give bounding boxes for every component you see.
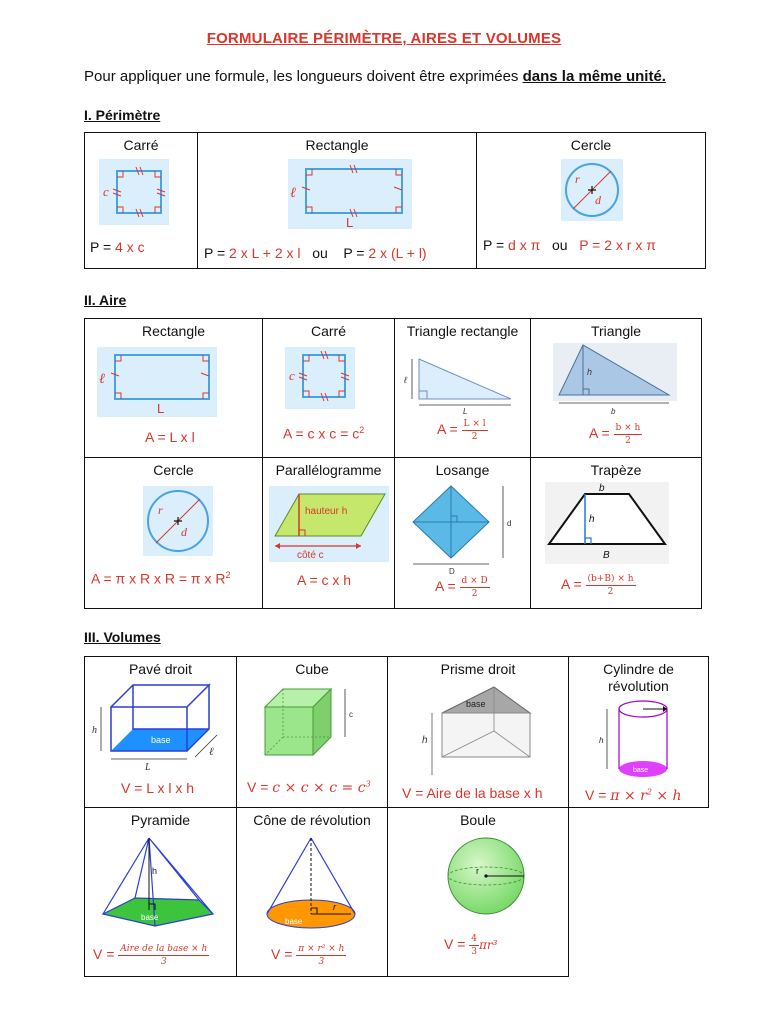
- aire-trapeze-formula: [561, 574, 636, 597]
- fraction-numerator: L × l: [463, 419, 486, 429]
- volume-pyramide-formula: [93, 944, 209, 967]
- formula-value: 2 x L + 2 x l: [229, 245, 301, 261]
- aire-rectangle-cell: [85, 319, 262, 457]
- aire-parallelogramme-label: Parallélogramme: [275, 462, 382, 478]
- sphere-radius-label: r: [476, 866, 479, 876]
- volume-cone-cell: [237, 808, 387, 976]
- fraction-numerator: b × h: [615, 423, 641, 433]
- parallelogram-side-label: côté c: [297, 550, 324, 561]
- volume-pyramide-label: Pyramide: [130, 812, 191, 828]
- fraction-denominator: 2: [471, 432, 478, 442]
- formula-value: π × r: [610, 788, 647, 804]
- section-perimetre-heading: I. Périmètre: [84, 107, 161, 123]
- intro-emphasis: dans la même unité.: [522, 68, 666, 85]
- right-triangle-figure: [403, 353, 521, 415]
- aire-triangle-rectangle-formula: [437, 419, 488, 442]
- rect-width-label: ℓ: [290, 186, 296, 201]
- cylinder-figure: [599, 699, 679, 781]
- circle-diameter-label: d: [595, 193, 601, 207]
- volume-boule-label: Boule: [460, 812, 496, 828]
- empty-cell: [569, 808, 709, 977]
- formula-prefix: V =: [444, 936, 470, 953]
- volume-prisme-formula: V = Aire de la base x h: [402, 785, 543, 801]
- formula-exponent: 2: [359, 425, 365, 435]
- triangle-height-label: h: [587, 367, 593, 377]
- fraction-denominator: 3: [160, 957, 167, 967]
- formula-value-2: 2 x (L + l): [368, 245, 427, 261]
- volume-pave-cell: [85, 657, 236, 807]
- formula-prefix: V =: [585, 787, 611, 803]
- formula-prefix: V =: [93, 946, 119, 963]
- prism-base-label: base: [466, 699, 486, 709]
- perimetre-rectangle-formula: [204, 245, 427, 261]
- rect-length-label: L: [346, 215, 354, 230]
- aire-cercle-formula: [91, 570, 230, 587]
- fraction-denominator: 3: [471, 947, 478, 957]
- rect-width-label: ℓ: [99, 372, 105, 387]
- volume-pyramide-cell: [85, 808, 236, 976]
- aire-triangle-rectangle-cell: [395, 319, 530, 457]
- aire-losange-formula: [435, 576, 490, 599]
- volume-boule-formula: [444, 934, 497, 957]
- pyramid-figure: [95, 834, 225, 934]
- fraction-denominator: 2: [607, 587, 614, 597]
- formula-fraction: [118, 944, 209, 967]
- volume-cube-label: Cube: [295, 661, 329, 677]
- volume-pave-formula: V = L x l x h: [121, 780, 195, 796]
- perimetre-carre-formula: [90, 239, 145, 255]
- aire-parallelogramme-formula: A = c x h: [297, 572, 352, 588]
- cuboid-width-label: ℓ: [209, 746, 214, 758]
- volumes-table: [84, 656, 709, 977]
- aire-cercle-label: Cercle: [153, 462, 194, 478]
- square-figure: [285, 347, 355, 409]
- formula-fraction: [469, 934, 479, 957]
- cylinder-base-label: base: [633, 767, 649, 774]
- ou-text: ou: [551, 237, 568, 253]
- formula-value: d x π: [508, 237, 541, 253]
- square-side-label: c: [103, 184, 109, 199]
- rectangle-figure: [288, 159, 412, 229]
- aire-cercle-cell: [85, 458, 262, 608]
- perimetre-carre-label: Carré: [123, 137, 159, 153]
- cube-figure: [263, 687, 363, 757]
- aire-table: [84, 318, 702, 609]
- section-volumes-heading: III. Volumes: [84, 629, 161, 645]
- aire-trapeze-cell: [531, 458, 701, 608]
- triangle-base-label: L: [463, 407, 468, 416]
- perimetre-cercle-label: Cercle: [570, 137, 612, 153]
- aire-carre-label: Carré: [310, 323, 346, 339]
- cone-figure: [251, 834, 371, 934]
- prism-figure: [420, 683, 540, 775]
- triangle-base-label: b: [611, 407, 616, 416]
- aire-losange-label: Losange: [435, 462, 490, 478]
- pyramid-height-label: h: [152, 866, 158, 876]
- prism-height-label: h: [422, 735, 428, 746]
- fraction-numerator: Aire de la base × h: [120, 944, 208, 954]
- fraction-numerator: (b+B) × h: [587, 574, 634, 584]
- trapezoid-large-base-label: B: [603, 550, 610, 561]
- formula-exponent: 2: [225, 570, 231, 580]
- cone-radius-label: r: [333, 902, 336, 912]
- trapezoid-small-base-label: b: [599, 483, 605, 494]
- rectangle-figure: [97, 347, 217, 417]
- formula-tail: × h: [651, 788, 682, 804]
- rect-length-label: L: [157, 401, 165, 416]
- volume-cylindre-cell: [569, 657, 708, 807]
- page-title: FORMULAIRE PÉRIMÈTRE, AIRES ET VOLUMES: [206, 30, 562, 47]
- volume-cone-formula: [271, 944, 346, 967]
- aire-triangle-cell: [531, 319, 701, 457]
- circle-radius-label: r: [158, 503, 163, 517]
- perimetre-rectangle-label: Rectangle: [305, 137, 369, 153]
- formula-text: A = c x c = c: [283, 425, 360, 442]
- cuboid-base-label: base: [151, 735, 171, 745]
- formula-prefix: A =: [435, 578, 460, 595]
- volume-cylindre-formula: [585, 787, 682, 804]
- formula-prefix: A =: [437, 421, 462, 438]
- formula-prefix: P =: [90, 239, 116, 255]
- intro-sentence: Pour appliquer une formule, les longueurs doivent être exprimées: [84, 68, 523, 85]
- formula-exponent: 2: [646, 787, 652, 797]
- fraction-denominator: 2: [625, 436, 631, 446]
- perimetre-rectangle-cell: [198, 133, 476, 268]
- formula-exponent: 3: [365, 779, 371, 789]
- cube-side-label: c: [349, 710, 353, 719]
- formula-fraction: [296, 944, 346, 967]
- fraction-numerator: d × D: [461, 576, 488, 586]
- aire-losange-cell: [395, 458, 530, 608]
- formula-value: c × c × c = c: [272, 780, 366, 796]
- circle-figure: [143, 486, 213, 556]
- circle-radius-label: r: [575, 172, 580, 186]
- aire-triangle-rectangle-label: Triangle rectangle: [406, 323, 519, 339]
- square-figure: [99, 159, 169, 225]
- volume-cube-cell: [237, 657, 387, 807]
- formula-fraction: [462, 419, 488, 442]
- aire-triangle-formula: [589, 423, 642, 446]
- section-aire-heading: II. Aire: [84, 292, 127, 308]
- square-side-label: c: [289, 368, 295, 383]
- rhombus-small-diagonal-label: d: [507, 519, 512, 528]
- perimetre-cercle-formula: [483, 237, 656, 253]
- aire-rectangle-formula: A = L x l: [145, 429, 195, 445]
- formula-prefix: P =: [483, 237, 509, 253]
- formula-prefix: V =: [271, 946, 297, 963]
- circle-figure: [561, 159, 623, 221]
- formula-prefix-2: P =: [343, 245, 369, 261]
- fraction-denominator: 3: [318, 957, 325, 967]
- triangle-figure: [553, 343, 677, 415]
- cone-base-label: base: [285, 917, 303, 926]
- aire-carre-formula: [283, 425, 364, 442]
- volume-boule-cell: [388, 808, 568, 976]
- fraction-denominator: 2: [471, 589, 478, 599]
- rhombus-large-diagonal-label: D: [449, 567, 455, 576]
- cuboid-height-label: h: [92, 725, 97, 736]
- volume-cylindre-label: Cylindre de révolution: [603, 661, 674, 694]
- perimetre-cercle-cell: [477, 133, 705, 268]
- formula-prefix: A =: [561, 576, 586, 593]
- formula-value-2: P = 2 x r x π: [579, 237, 656, 253]
- cylinder-height-label: h: [599, 736, 604, 745]
- formula-value: 4 x c: [115, 239, 145, 255]
- formula-fraction: [460, 576, 490, 599]
- volume-prisme-cell: [388, 657, 568, 807]
- perimetre-table: [84, 132, 706, 269]
- cuboid-length-label: L: [145, 762, 151, 773]
- intro-text: [84, 68, 666, 85]
- parallelogram-figure: [269, 486, 389, 562]
- triangle-height-label: ℓ: [404, 375, 407, 385]
- sphere-figure: [444, 834, 528, 918]
- formula-fraction: [614, 423, 643, 446]
- aire-trapeze-label: Trapèze: [590, 462, 642, 478]
- formula-prefix: V =: [247, 779, 273, 795]
- perimetre-carre-cell: [85, 133, 197, 268]
- pyramid-base-label: base: [141, 913, 159, 922]
- trapezoid-figure: [545, 482, 669, 564]
- rhombus-figure: [411, 484, 527, 576]
- volume-cube-formula: [247, 779, 371, 796]
- formula-prefix: P =: [204, 245, 230, 261]
- trapezoid-height-label: h: [589, 514, 595, 525]
- fraction-numerator: π × r² × h: [298, 944, 345, 954]
- formula-tail: πr³: [479, 938, 498, 953]
- volume-pave-label: Pavé droit: [128, 661, 193, 677]
- ou-text: ou: [312, 245, 328, 261]
- aire-carre-cell: [263, 319, 394, 457]
- volume-prisme-label: Prisme droit: [440, 661, 516, 677]
- aire-triangle-label: Triangle: [590, 323, 642, 339]
- aire-parallelogramme-cell: [263, 458, 394, 608]
- parallelogram-height-label: hauteur h: [305, 506, 348, 517]
- formula-fraction: [586, 574, 636, 597]
- circle-diameter-label: d: [181, 525, 187, 539]
- formula-text: A = π x R x R = π x R: [91, 570, 226, 587]
- cuboid-figure: [91, 683, 231, 771]
- volume-cone-label: Cône de révolution: [253, 812, 371, 828]
- formula-prefix: A =: [589, 425, 614, 442]
- fraction-numerator: 4: [471, 934, 478, 944]
- aire-rectangle-label: Rectangle: [141, 323, 206, 339]
